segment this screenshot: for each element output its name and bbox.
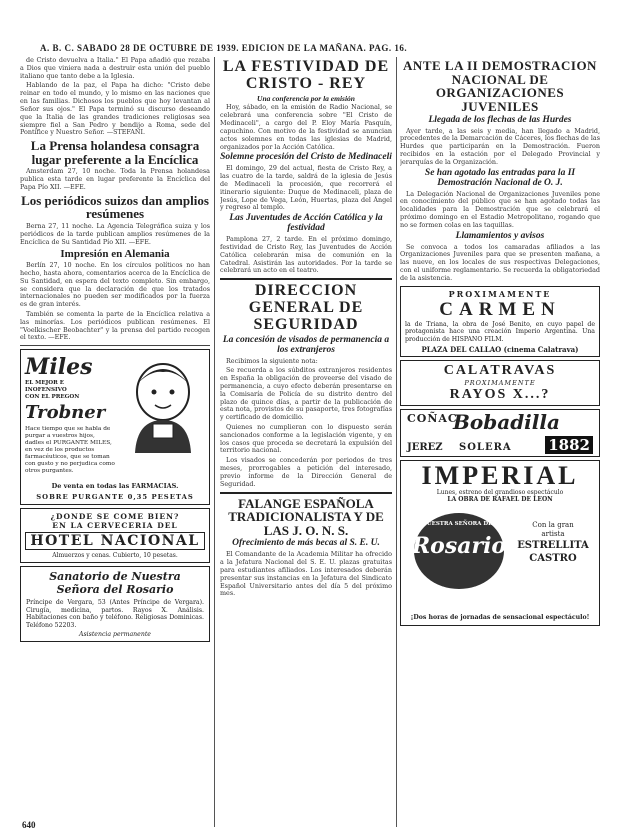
ad-calatravas-soon: PROXIMAMENTE bbox=[464, 378, 536, 387]
ad-price-line: SOBRE PURGANTE 0,35 PESETAS bbox=[36, 493, 194, 502]
ad-imperial-emblem bbox=[409, 513, 509, 593]
column-rule bbox=[396, 57, 397, 827]
ad-bobadilla bbox=[400, 409, 600, 457]
article-paragraph: Berlín 27, 10 noche. En los círculos políticos no han hecho, hasta ahora, comentarios acerca de la Encíclica de Su Santidad, en espera del texto completo. Sin embargo, se considera que la declaración de que los tratados internacionales no pueden ser modificados por la fuerza es de gran interés. bbox=[20, 261, 210, 309]
article-paragraph: Se recuerda a los súbditos extranjeros residentes en España la obligación de proveerse del visado de permanencia, a cuyo efecto deberán presentarse en la Comisaría de Policía de su distrito dentro del plazo de quince días, a partir de la publicación de esta nota, provistos de su pasaporte, tres fotografías y certificado de domicilio. bbox=[220, 366, 392, 422]
page-header: A. B. C. SABADO 28 DE OCTUBRE DE 1939. EDICION DE LA MAÑANA. PAG. 16. bbox=[40, 43, 408, 53]
ad-calatravas bbox=[400, 360, 600, 406]
subhead-becas: Ofrecimiento de más becas al S. E. U. bbox=[232, 538, 380, 549]
ad-hotel-name: HOTEL NACIONAL bbox=[25, 532, 204, 550]
article-paragraph: La Delegación Nacional de Organizaciones Juveniles pone en conocimiento del público que se han agotado todas las localidades para la Demostración que se celebrará el próximo domingo en el Estadio Metropolitano, rogando que no se formen colas en las taquillas. bbox=[400, 189, 600, 229]
ad-bobadilla-solera: SOLERA bbox=[459, 441, 512, 453]
child-illustration-icon bbox=[123, 358, 203, 453]
ad-imperial-sub: LA OBRA DE RAFAEL DE LEON bbox=[447, 496, 553, 504]
ad-imperial-side-line: artista bbox=[541, 530, 565, 539]
ad-tag-line: EL MEJOR E bbox=[25, 380, 64, 387]
ad-imperial-side-line: Con la gran bbox=[532, 520, 574, 529]
subhead-llamamientos: Llamamientos y avisos bbox=[455, 230, 545, 241]
article-paragraph: El Comandante de la Academia Militar ha ofrecido a la Jefatura Nacional del S. E. U. plazas gratuitas para estudiantes afiliados. Los interesados deberán presentar sus instancias en la Jefatura del Sindicato Español Universitario antes del día 5 del próximo mes. bbox=[220, 550, 392, 598]
article-paragraph: de Cristo devuelva a Italia." El Papa añadió que rezaba a Dios que viniera nada a destruir esta unión del pueblo italiano que tanto debe a la Iglesia. bbox=[20, 57, 210, 80]
ad-hotel-question: ¿DONDE SE COME BIEN? bbox=[50, 512, 180, 522]
ad-bobadilla-brand: Bobadilla bbox=[453, 409, 560, 434]
ad-carmen-body: la de Triana, la obra de José Benito, en cuyo papel de protagonista hace una creación Imperio Argentina. Una producción de HISPANO FILM. bbox=[405, 320, 595, 343]
column-center bbox=[220, 57, 392, 832]
ad-calatravas-name: CALATRAVAS bbox=[443, 362, 557, 378]
ad-tag-line: INOFENSIVO bbox=[25, 386, 67, 393]
ad-brand-script: Miles bbox=[25, 354, 93, 381]
headline-suizos: Los periódicos suizos dan amplios resúmenes bbox=[21, 192, 209, 222]
headline-prensa: La Prensa holandesa consagra lugar preferente a la Encíclica bbox=[30, 138, 200, 167]
ad-tagline bbox=[25, 380, 115, 400]
article-paragraph: Se convoca a todos los camaradas afiliados a las Organizaciones Juveniles para que se presenten mañana, a las nueve, en los locales de sus respectivas Delegaciones, con el uniforme reglamentario. Se recuerda la obligatoriedad de la asistencia. bbox=[400, 242, 600, 282]
divider bbox=[220, 278, 392, 280]
article-paragraph: Quienes no cumplieran con lo dispuesto serán sancionados conforme a la legislación vigente, y en los casos que proceda se decretará la expulsión del territorio nacional. bbox=[220, 423, 392, 455]
ad-imperial-script: Rosario bbox=[411, 532, 507, 559]
ad-sanatorio-note: Asistencia permanente bbox=[79, 630, 151, 638]
ad-carmen-title: CARMEN bbox=[439, 298, 561, 320]
ad-carmen bbox=[400, 286, 600, 357]
subhead-entradas: Se han agotado las entradas para la II Demostración Nacional de O. J. bbox=[424, 167, 576, 188]
article-paragraph: Amsterdam 27, 10 noche. Toda la Prensa holandesa publica esta tarde en lugar preferente la Encíclica del Papa Pío XII. —EFE. bbox=[20, 167, 210, 192]
subhead-solemne: Solemne procesión del Cristo de Medinaceli bbox=[220, 152, 392, 163]
ad-carmen-soon: PROXIMAMENTE bbox=[448, 288, 552, 299]
ad-hotel-prices: Almuerzos y cenas. Cubierto, 10 pesetas. bbox=[52, 552, 178, 560]
column-rule bbox=[214, 57, 215, 827]
article-paragraph: También se comenta la parte de la Encíclica relativa a las minorías. Los periódicos publican resúmenes. El "Voelkischer Beobachter" y la prensa del partido recogen el texto. —EFE. bbox=[20, 309, 210, 342]
ad-imperial-tag: Lunes, estreno del grandioso espectáculo bbox=[436, 488, 564, 496]
ad-sanatorio-title: Sanatorio de Nuestra bbox=[49, 570, 181, 584]
ad-imperial-star: ESTRELLITA bbox=[517, 540, 589, 552]
ad-imperial bbox=[400, 460, 600, 626]
ad-imperial-badge: NUESTRA SEÑORA DEL bbox=[421, 520, 497, 527]
headline-alemania: Impresión en Alemania bbox=[60, 247, 170, 260]
headline-direccion: DIRECCION GENERAL DE SEGURIDAD bbox=[248, 282, 364, 333]
ad-tag-line: CON EL PREGON bbox=[25, 393, 80, 400]
column-left bbox=[20, 57, 210, 832]
ad-body: Hace tiempo que se habla de purgar a vuestros hijos, dadles el PURGANTE MILES, en vez de los productos farmacéuticos, que se toman con gusto y no perjudica como otros purgantes. bbox=[25, 426, 115, 475]
ad-stock-line: De venta en todas las FARMACIAS. bbox=[51, 482, 179, 491]
divider bbox=[20, 345, 210, 346]
subhead-visados: La concesión de visados de permanencia a los extranjeros bbox=[222, 334, 390, 355]
article-paragraph: Hoy, sábado, en la emisión de Radio Nacional, se celebrará una conferencia sobre "El Cristo de Medinaceli", a cargo del P. Eloy María Pasquín, capuchino. Con motivo de la festividad se anuncian actos solemnes en todas las iglesias de Madrid, organizados por la Acción Católica. bbox=[220, 103, 392, 151]
divider bbox=[220, 492, 392, 494]
subhead-conferencia: Una conferencia por la emisión bbox=[257, 93, 355, 103]
ad-hotel-line: EN LA CERVECERIA DEL bbox=[52, 521, 178, 531]
ad-imperial-sidebar bbox=[515, 521, 591, 565]
article-paragraph: Los visados se concederán por periodos de tres meses, prorrogables a petición del interesado, previo informe de la Dirección General de Seguridad. bbox=[220, 456, 392, 488]
article-paragraph: Ayer tarde, a las seis y media, han llegado a Madrid, procedentes de la Demarcación de Cáceres, los flechas de las Hurdes que participarán en la Demostración. Fueron recibidos en la estación por el Delegado Provincial y jerarquías de la Organización. bbox=[400, 126, 600, 166]
ad-sanatorio-title: Señora del Rosario bbox=[56, 583, 174, 597]
headline-demostracion: ANTE LA II DEMOSTRACION NACIONAL DE ORGANIZACIONES JUVENILES bbox=[403, 58, 597, 114]
article-paragraph: El domingo, 29 del actual, fiesta de Cristo Rey, a las cuatro de la tarde, saldrá de la iglesia de Jesús de Medinaceli la procesión, que recorrerá el itinerario siguiente: Duque de Medinaceli, plaza de Jesús, Lope de Vega, León, Huertas, plaza del Ángel y regreso al templo. bbox=[220, 164, 392, 212]
ad-bobadilla-top: COÑAC bbox=[407, 411, 458, 425]
ad-hotel-nacional bbox=[20, 508, 210, 563]
ad-purgante-miles bbox=[20, 349, 210, 505]
ad-imperial-bottom: ¡Dos horas de jornadas de sensacional espectáculo! bbox=[410, 613, 590, 621]
ad-imperial-star: CASTRO bbox=[529, 553, 577, 565]
article-paragraph: Hablando de la paz, el Papa ha dicho: "Cristo debe reinar en todo el mundo, y lo mismo en las naciones que en las familias. Dichosos los pueblos que hoy levantan al Señor sus ojos." El Papa terminó su discurso deseando que la Italia de las grandes tradiciones religiosas sea siempre fiel a San Pedro y bendijo a Roma, sede del Pontífice y Nuestro Señor. —STEFANI. bbox=[20, 81, 210, 137]
headline-falange: FALANGE ESPAÑOLA TRADICIONALISTA Y DE LAS J. O. N. S. bbox=[228, 495, 384, 538]
article-paragraph: Recibimos la siguiente nota: bbox=[226, 356, 318, 365]
headline-festividad: LA FESTIVIDAD DE CRISTO - REY bbox=[222, 58, 390, 92]
article-paragraph: Pamplona 27, 2 tarde. En el próximo domingo, festividad de Cristo Rey, las Juventudes de Acción Católica celebrarán misa de comunión en la Catedral. Asistirán las autoridades. Por la tarde se celebrará un acto en el teatro. bbox=[220, 235, 392, 275]
page-folio: 640 bbox=[22, 820, 36, 830]
ad-imperial-name: IMPERIAL bbox=[421, 460, 579, 490]
article-paragraph: Berna 27, 11 noche. La Agencia Telegráfica suiza y los periódicos de la tarde publican amplios resúmenes de la Encíclica de Su Santidad Pío XII. —EFE. bbox=[20, 222, 210, 246]
ad-brand-main: Trobner bbox=[25, 402, 106, 424]
column-right bbox=[400, 57, 600, 832]
ad-calatravas-title: RAYOS X...? bbox=[449, 386, 551, 402]
subhead-juventudes: Las Juventudes de Acción Católica y la festividad bbox=[229, 213, 383, 234]
ad-sanatorio-body: Príncipe de Vergara, 53 (Antes Príncipe de Vergara). Cirugía, medicina, partos. Rayos X. Análisis. Habitaciones con baño y teléfono. Religiosas Dominicas. Teléfono 52203. bbox=[26, 599, 204, 629]
subhead-flechas: Llegada de los flechas de las Hurdes bbox=[428, 114, 572, 125]
ad-carmen-venue: PLAZA DEL CALLAO (cinema Calatrava) bbox=[421, 344, 579, 354]
ad-sanatorio bbox=[20, 566, 210, 642]
ad-bobadilla-year: 1882 bbox=[545, 436, 593, 454]
ad-bobadilla-city: JEREZ bbox=[407, 441, 443, 453]
